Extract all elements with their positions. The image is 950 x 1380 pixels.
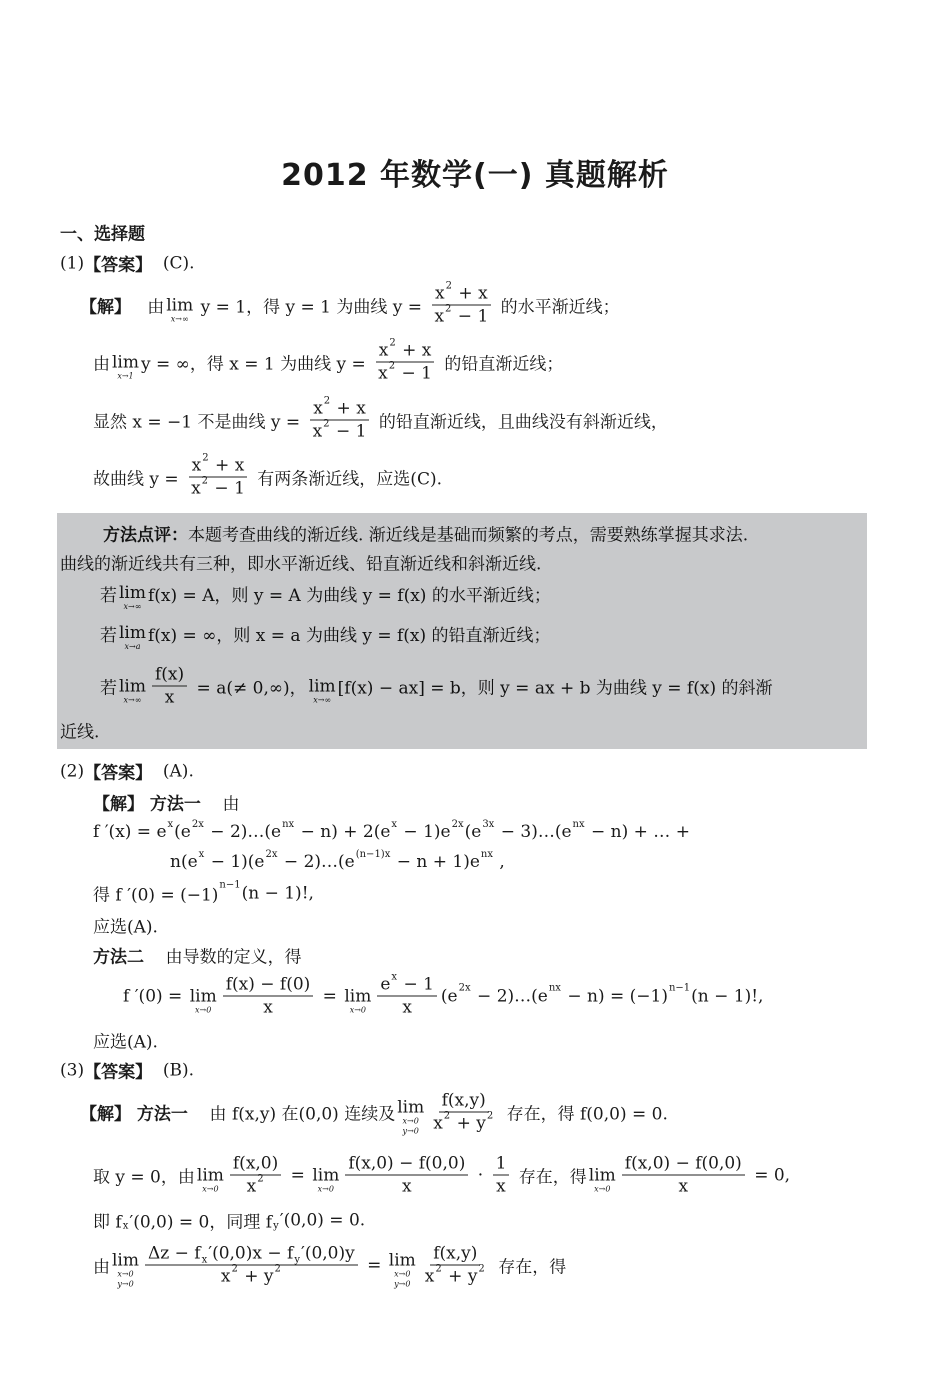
limit-subscript: x→0: [317, 1184, 334, 1193]
fraction-denominator: [399, 1176, 415, 1197]
text: 由: [93, 1257, 110, 1278]
text: + y: [238, 1266, 274, 1287]
limit-subscript: x→0: [349, 1005, 366, 1014]
text: (e: [440, 986, 458, 1006]
text: − 1: [398, 974, 434, 995]
fraction-denominator: [422, 1263, 489, 1287]
limit-operator: [589, 1166, 616, 1194]
superscript: 2x: [451, 818, 464, 830]
subscript: y: [294, 1254, 300, 1265]
text: + y: [451, 1113, 486, 1134]
comment-line: [60, 550, 541, 575]
text-line: [60, 759, 194, 784]
limit-operator: [312, 1166, 339, 1194]
fraction: [223, 975, 314, 1018]
text: 有两条渐近线，应选(C).: [251, 469, 442, 490]
text: (n − 1)!,: [241, 883, 314, 903]
fraction-denominator: [375, 360, 435, 384]
superscript: 2: [202, 452, 209, 463]
text: f(x,y): [433, 1243, 478, 1264]
fraction-numerator: [345, 1154, 468, 1176]
limit-operator: [119, 584, 146, 612]
text: x: [435, 283, 445, 304]
text: − n) + … +: [585, 822, 690, 842]
text: = a(≠ 0,∞)，: [191, 678, 307, 699]
text: 由: [131, 297, 165, 318]
limit-subscript: y→0: [402, 1126, 419, 1135]
text: 本题考查曲线的渐近线. 渐近线是基础而频繁的考点，需要熟练掌握其求法.: [188, 525, 749, 546]
text: e: [380, 974, 391, 995]
text: f(x) = A，则 y = A 为曲线 y = f(x) 的水平渐近线；: [148, 585, 551, 606]
text: 的铅直渐近线；: [438, 354, 564, 375]
superscript: (n−1)x: [355, 848, 391, 860]
text-line: [93, 913, 158, 938]
fraction-numerator: [493, 1154, 510, 1176]
lim-word: lim: [344, 986, 372, 1006]
superscript: x: [167, 818, 174, 830]
text: 由: [93, 354, 110, 375]
text: y = ∞，得 x = 1 为曲线 y =: [141, 354, 372, 375]
text: (1): [60, 253, 85, 273]
text-line: [93, 337, 564, 384]
limit-subscript: x→0: [202, 1184, 219, 1193]
text: + x: [453, 283, 488, 304]
text: 取 y = 0，由: [93, 1167, 195, 1188]
limit-operator: [119, 624, 146, 652]
text: 若: [100, 625, 117, 646]
comment-line: [100, 579, 551, 611]
subscript: x: [201, 1254, 208, 1265]
bold-label: 方法二: [93, 947, 144, 968]
text: − 1: [396, 363, 432, 384]
fraction: [345, 1154, 468, 1197]
superscript: 2: [201, 475, 209, 486]
lim-word: lim: [166, 295, 194, 315]
text: ′(0,0) = 0.: [279, 1210, 366, 1230]
limit-operator: [197, 1166, 224, 1194]
text: =: [361, 1255, 387, 1275]
lim-word: lim: [119, 623, 146, 643]
superscript: 2: [389, 337, 396, 348]
text: f(x,0) − f(0,0): [624, 1153, 742, 1174]
fraction-denominator: [244, 1173, 268, 1197]
text: = 0,: [748, 1165, 791, 1185]
superscript: 2: [445, 280, 453, 291]
text: 的水平渐近线；: [495, 297, 620, 318]
comment-line: [103, 521, 748, 546]
superscript: 2x: [265, 848, 278, 860]
text: x: [378, 363, 388, 384]
fraction: [493, 1154, 510, 1197]
text-line: [60, 1058, 194, 1083]
text: x: [191, 478, 201, 499]
fraction: [152, 665, 187, 708]
text: 若: [100, 678, 117, 699]
superscript: 2: [257, 1173, 264, 1184]
bold-label: 【解】 方法一: [80, 1104, 188, 1125]
lim-word: lim: [112, 352, 139, 372]
text: f(x,y): [441, 1090, 486, 1111]
text-line: [93, 1154, 790, 1197]
text: x: [191, 455, 202, 476]
limit-subscript: x→∞: [123, 695, 142, 704]
superscript: nx: [282, 818, 295, 830]
fraction: [430, 1091, 497, 1134]
bold-label: 方法点评：: [103, 525, 188, 546]
text: − 1: [330, 421, 367, 442]
limit-subscript: x→1: [117, 371, 134, 380]
fraction-denominator: [310, 418, 370, 442]
superscript: nx: [572, 818, 585, 830]
bold-label: 【答案】: [84, 763, 153, 784]
text: − 2)…(e: [471, 986, 548, 1006]
text: x: [402, 1176, 412, 1197]
text: − 1: [452, 306, 489, 327]
text: (e: [464, 822, 482, 842]
fraction-denominator: [188, 475, 248, 499]
text-line: [93, 395, 668, 442]
text: − 3)…(e: [495, 822, 572, 842]
fraction: [310, 395, 370, 442]
text: x: [496, 1176, 506, 1197]
text: + y: [442, 1266, 478, 1287]
subscript: x: [122, 1220, 129, 1232]
fraction: [377, 971, 437, 1018]
fraction: [188, 452, 248, 499]
text: 的铅直渐近线，且曲线没有斜渐近线，: [373, 412, 668, 433]
lim-word: lim: [119, 583, 146, 603]
text: (3): [60, 1060, 85, 1080]
limit-subscript: x→∞: [123, 602, 142, 611]
text: 应选(A).: [93, 917, 158, 938]
text-line: [93, 881, 314, 906]
text: f(x) = ∞，则 x = a 为曲线 y = f(x) 的铅直渐近线；: [148, 625, 551, 646]
text: + x: [396, 340, 432, 361]
fraction-numerator: [377, 971, 437, 997]
limit-operator: [112, 353, 139, 381]
limit-subscript: x→∞: [313, 695, 332, 704]
lim-word: lim: [189, 986, 217, 1006]
bold-label: 【答案】: [84, 255, 153, 276]
fraction-denominator: [430, 1110, 497, 1134]
comment-line: [60, 718, 99, 743]
superscript: 2: [445, 303, 452, 314]
lim-word: lim: [588, 1165, 616, 1185]
text: x: [378, 340, 389, 361]
bold-label: 一、选择题: [60, 224, 145, 245]
fraction-denominator: [399, 997, 415, 1018]
text: f(x) − f(0): [225, 974, 311, 995]
text: (B).: [152, 1060, 195, 1080]
text-line: [93, 818, 690, 842]
limit-subscript: x→0: [402, 1116, 419, 1125]
fraction-numerator: [310, 395, 369, 421]
limit-subscript: x→0: [394, 1269, 411, 1278]
superscript: x: [391, 818, 398, 830]
text: − 2)…(e: [278, 852, 355, 872]
text: 故曲线 y =: [93, 469, 185, 490]
text: (e: [174, 822, 191, 842]
text: x: [434, 306, 445, 327]
lim-word: lim: [112, 1250, 139, 1270]
comment-line: [100, 665, 773, 708]
fraction-denominator: [260, 997, 276, 1018]
lim-word: lim: [308, 676, 336, 696]
text: 存在，得: [492, 1257, 567, 1278]
text-line: [93, 943, 302, 968]
limit-subscript: y→0: [394, 1279, 411, 1288]
limit-operator: [190, 987, 217, 1015]
text: 由 f(x,y) 在(0,0) 连续及: [187, 1104, 396, 1125]
lim-word: lim: [388, 1250, 416, 1270]
fraction-numerator: [223, 975, 314, 997]
text-line: [93, 452, 442, 499]
text-line: [93, 1244, 566, 1287]
bold-label: 【答案】: [84, 1062, 153, 1083]
superscript: 2: [388, 360, 396, 371]
text: 应选(A).: [93, 1032, 158, 1053]
superscript: n−1: [668, 982, 691, 994]
text: x: [433, 1113, 443, 1134]
text: f(x): [155, 664, 185, 685]
text: (C).: [152, 253, 195, 273]
text: x: [678, 1176, 689, 1197]
text: − 1)e: [398, 822, 451, 842]
text: (2): [60, 761, 85, 781]
superscript: n−1: [219, 879, 241, 891]
limit-subscript: x→0: [195, 1005, 212, 1014]
fraction: [431, 280, 491, 327]
limit-operator: [344, 987, 371, 1015]
fraction-numerator: [152, 665, 187, 687]
lim-word: lim: [397, 1097, 425, 1117]
limit-operator: [119, 677, 146, 705]
text: ′(0,0)y: [300, 1243, 355, 1264]
page-title: 2012 年数学(一) 真题解析: [281, 158, 669, 193]
text: 显然 x = −1 不是曲线 y =: [93, 412, 306, 433]
limit-operator: [309, 677, 336, 705]
superscript: nx: [480, 848, 493, 860]
superscript: 2x: [191, 818, 204, 830]
fraction: [145, 1244, 358, 1287]
text: 得 f ′(0) = (−1): [93, 885, 219, 906]
fraction: [230, 1154, 281, 1197]
text-line: [60, 251, 195, 276]
limit-operator: [112, 1251, 139, 1289]
text: =: [285, 1165, 311, 1185]
text: 若: [100, 585, 117, 606]
text: x: [164, 687, 175, 708]
superscript: 2: [478, 1263, 485, 1274]
limit-operator: [397, 1098, 424, 1136]
bold-label: 【解】: [80, 297, 131, 318]
bold-label: 【解】 方法一: [93, 794, 201, 815]
text: x: [246, 1176, 257, 1197]
text: [f(x) − ax] = b，则 y = ax + b 为曲线 y = f(x) 的斜渐: [337, 678, 773, 699]
text: 存在，得: [513, 1167, 587, 1188]
text: =: [317, 986, 343, 1006]
superscript: 2x: [458, 982, 471, 994]
fraction-denominator: [431, 303, 491, 327]
text: 由: [200, 794, 240, 815]
text: − n) + 2(e: [295, 822, 391, 842]
fraction: [422, 1244, 489, 1287]
text: 存在，得 f(0,0) = 0.: [501, 1104, 668, 1125]
fraction-numerator: [230, 1154, 281, 1176]
superscript: 2: [435, 1263, 442, 1274]
fraction-numerator: [432, 280, 491, 306]
text: (A).: [152, 761, 194, 781]
lim-word: lim: [196, 1165, 224, 1185]
text: (n − 1)!,: [691, 986, 764, 1006]
text-line: [93, 1208, 365, 1233]
text: f(x,0): [232, 1153, 279, 1174]
text: x: [402, 997, 412, 1018]
text-line: [93, 1028, 158, 1053]
text: ′(0,0) = 0，同理 f: [129, 1212, 273, 1233]
superscript: 2: [274, 1263, 281, 1274]
text-line: [80, 1091, 668, 1134]
text: y = 1，得 y = 1 为曲线 y =: [195, 297, 428, 318]
limit-subscript: x→∞: [170, 314, 189, 323]
fraction-denominator: [676, 1176, 692, 1197]
limit-operator: [166, 296, 193, 324]
superscript: 2: [323, 395, 331, 406]
text: x: [263, 997, 273, 1018]
superscript: 2: [231, 1263, 238, 1274]
superscript: nx: [548, 982, 561, 994]
fraction-numerator: [376, 337, 435, 363]
superscript: 2: [323, 418, 330, 429]
text: − 2)…(e: [204, 822, 282, 842]
limit-subscript: x→a: [124, 642, 141, 651]
superscript: x: [198, 848, 205, 860]
text: 近线.: [60, 722, 100, 743]
text: f ′(0) =: [123, 986, 188, 1006]
superscript: 2: [443, 1110, 451, 1121]
limit-subscript: x→0: [117, 1269, 134, 1278]
fraction-numerator: [145, 1244, 358, 1266]
text: − 1: [209, 478, 245, 499]
text: x: [313, 398, 323, 419]
text: + x: [209, 455, 245, 476]
fraction-denominator: [493, 1176, 509, 1197]
text: + x: [331, 398, 366, 419]
superscript: 2: [486, 1110, 494, 1121]
text: f ′(x) = e: [93, 822, 167, 842]
text-line: [60, 220, 145, 245]
subscript: y: [273, 1220, 279, 1232]
limit-subscript: x→0: [594, 1184, 611, 1193]
fraction-numerator: [622, 1154, 745, 1176]
lim-word: lim: [119, 676, 146, 696]
fraction-numerator: [189, 452, 248, 478]
text: ·: [472, 1165, 489, 1185]
text: f(x,0) − f(0,0): [348, 1153, 466, 1174]
text: 由导数的定义，得: [144, 947, 302, 968]
fraction-denominator: [218, 1263, 285, 1287]
text: 即 f: [93, 1212, 122, 1233]
fraction: [375, 337, 435, 384]
fraction: [622, 1154, 745, 1197]
text: n(e: [170, 852, 198, 872]
text: − n + 1)e: [391, 852, 480, 872]
text: x: [312, 421, 323, 442]
comment-line: [100, 619, 551, 651]
text: − 1)(e: [205, 852, 265, 872]
text: Δz − f: [148, 1243, 201, 1264]
text: − n) = (−1): [561, 986, 668, 1006]
text: ,: [494, 852, 505, 872]
text: ′(0,0)x − f: [208, 1243, 294, 1264]
superscript: x: [391, 971, 398, 982]
limit-subscript: y→0: [117, 1279, 134, 1288]
text-line: [123, 971, 764, 1018]
fraction-denominator: [162, 687, 178, 708]
text-line: [80, 280, 620, 327]
superscript: 3x: [482, 818, 495, 830]
limit-operator: [389, 1251, 416, 1289]
text: 1: [495, 1153, 507, 1174]
lim-word: lim: [312, 1165, 340, 1185]
text: x: [220, 1266, 231, 1287]
text-line: [93, 790, 240, 815]
text: x: [424, 1266, 435, 1287]
text-line: [170, 848, 505, 872]
text: 曲线的渐近线共有三种，即水平渐近线、铅直渐近线和斜渐近线.: [60, 554, 542, 575]
